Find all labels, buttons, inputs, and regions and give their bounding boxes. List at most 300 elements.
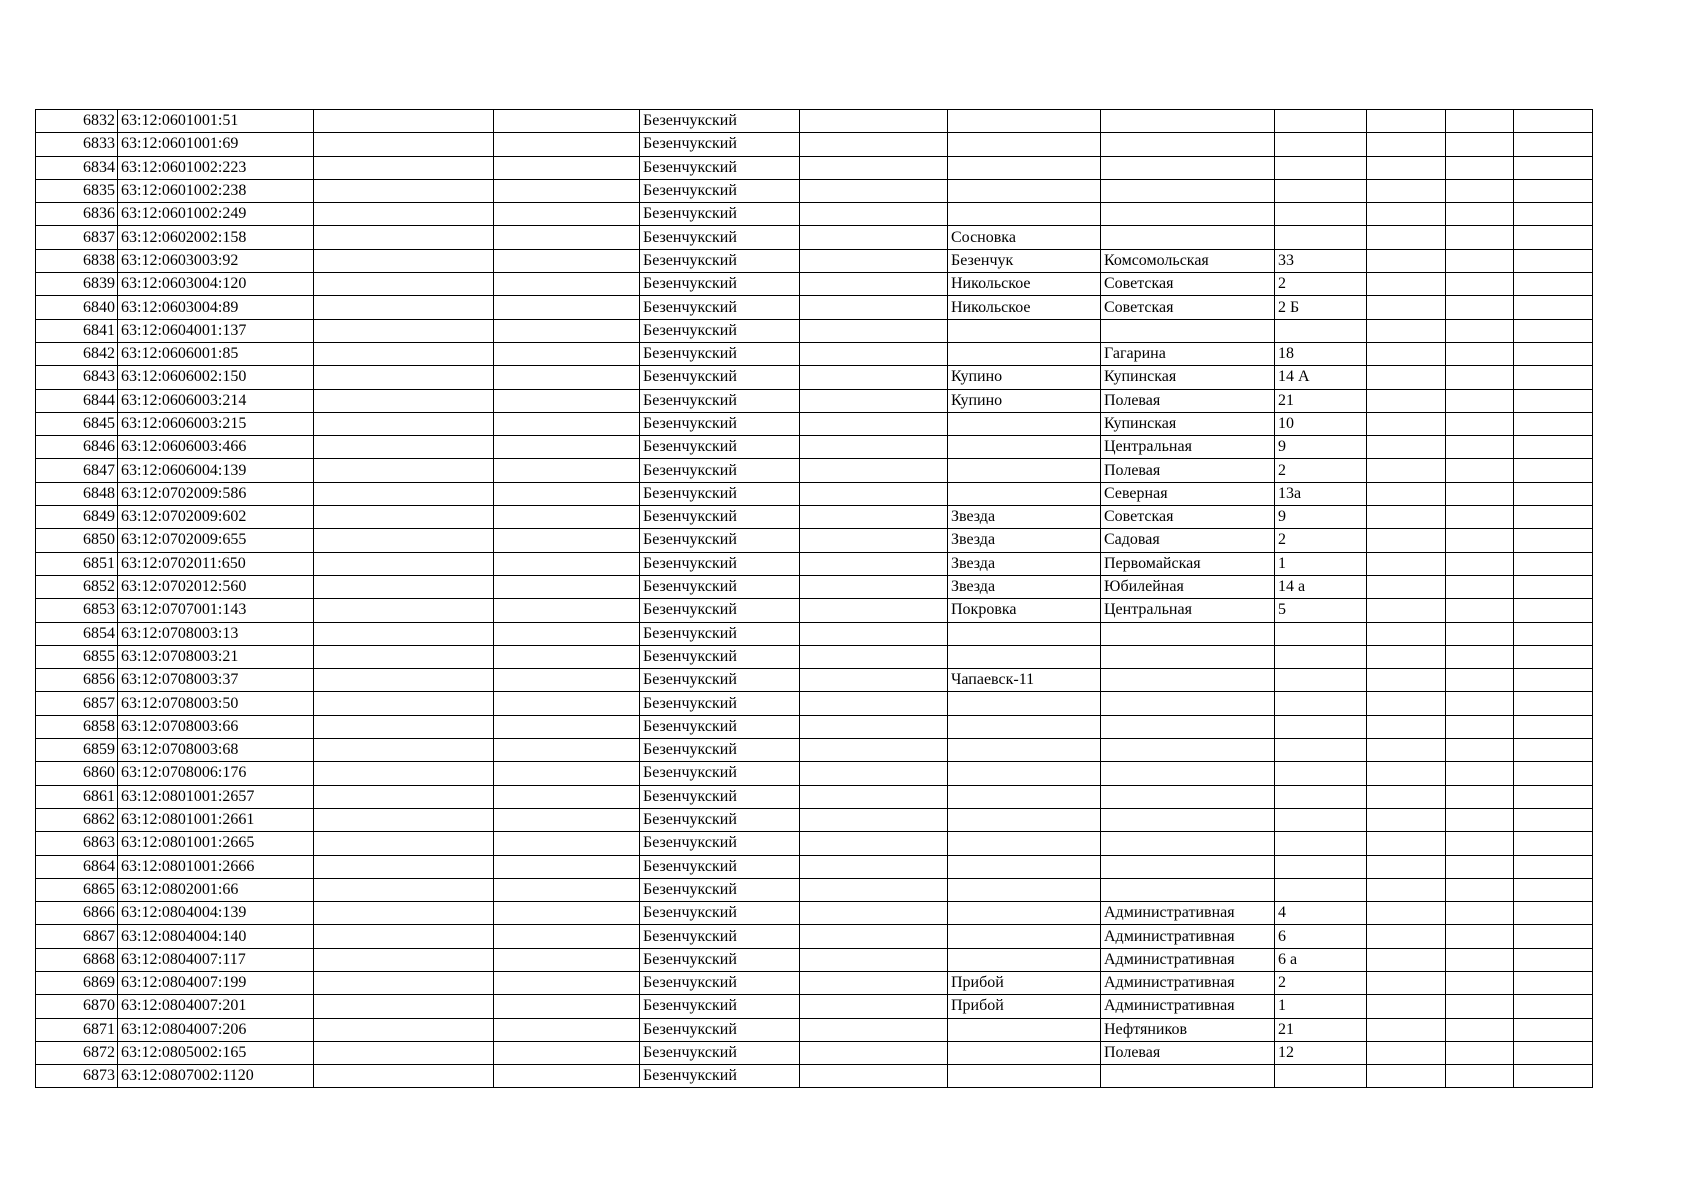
district-cell: Безенчукский bbox=[640, 832, 800, 855]
blank-cell bbox=[494, 692, 640, 715]
cadastral-number: 63:12:0606002:150 bbox=[118, 366, 314, 389]
table-row bbox=[36, 482, 1593, 505]
blank-cell bbox=[494, 156, 640, 179]
locality-cell: Сосновка bbox=[948, 226, 1101, 249]
blank-cell bbox=[314, 808, 494, 831]
house-number-cell: 9 bbox=[1275, 506, 1367, 529]
locality-cell bbox=[948, 808, 1101, 831]
blank-cell bbox=[1367, 1041, 1446, 1064]
cadastral-number: 63:12:0708003:13 bbox=[118, 622, 314, 645]
blank-cell bbox=[1514, 529, 1593, 552]
blank-cell bbox=[1446, 925, 1514, 948]
cadastral-number: 63:12:0801001:2666 bbox=[118, 855, 314, 878]
blank-cell bbox=[800, 203, 948, 226]
house-number-cell bbox=[1275, 622, 1367, 645]
blank-cell bbox=[1367, 645, 1446, 668]
house-number-cell: 13а bbox=[1275, 482, 1367, 505]
house-number-cell: 2 bbox=[1275, 971, 1367, 994]
locality-cell: Звезда bbox=[948, 552, 1101, 575]
locality-cell bbox=[948, 739, 1101, 762]
blank-cell bbox=[1367, 1018, 1446, 1041]
blank-cell bbox=[800, 179, 948, 202]
blank-cell bbox=[1367, 482, 1446, 505]
locality-cell bbox=[948, 1018, 1101, 1041]
locality-cell bbox=[948, 855, 1101, 878]
blank-cell bbox=[1514, 226, 1593, 249]
blank-cell bbox=[314, 715, 494, 738]
blank-cell bbox=[1446, 1065, 1514, 1088]
blank-cell bbox=[1367, 412, 1446, 435]
blank-cell bbox=[494, 575, 640, 598]
blank-cell bbox=[800, 249, 948, 272]
blank-cell bbox=[1514, 506, 1593, 529]
blank-cell bbox=[1367, 249, 1446, 272]
house-number-cell: 6 bbox=[1275, 925, 1367, 948]
blank-cell bbox=[1514, 552, 1593, 575]
district-cell: Безенчукский bbox=[640, 645, 800, 668]
blank-cell bbox=[1367, 995, 1446, 1018]
district-cell: Безенчукский bbox=[640, 622, 800, 645]
cadastral-number: 63:12:0603003:92 bbox=[118, 249, 314, 272]
cadastral-number: 63:12:0804004:139 bbox=[118, 902, 314, 925]
blank-cell bbox=[1367, 948, 1446, 971]
blank-cell bbox=[800, 622, 948, 645]
row-number: 6856 bbox=[36, 669, 118, 692]
blank-cell bbox=[1367, 156, 1446, 179]
blank-cell bbox=[314, 902, 494, 925]
house-number-cell: 4 bbox=[1275, 902, 1367, 925]
blank-cell bbox=[494, 273, 640, 296]
blank-cell bbox=[1367, 971, 1446, 994]
row-number: 6842 bbox=[36, 342, 118, 365]
street-cell: Северная bbox=[1101, 482, 1275, 505]
locality-cell: Безенчук bbox=[948, 249, 1101, 272]
blank-cell bbox=[1446, 273, 1514, 296]
blank-cell bbox=[494, 785, 640, 808]
blank-cell bbox=[1367, 529, 1446, 552]
district-cell: Безенчукский bbox=[640, 506, 800, 529]
row-number: 6858 bbox=[36, 715, 118, 738]
cadastral-number: 63:12:0603004:89 bbox=[118, 296, 314, 319]
street-cell: Центральная bbox=[1101, 599, 1275, 622]
street-cell bbox=[1101, 110, 1275, 133]
locality-cell bbox=[948, 645, 1101, 668]
table-row bbox=[36, 902, 1593, 925]
locality-cell: Прибой bbox=[948, 971, 1101, 994]
blank-cell bbox=[494, 342, 640, 365]
locality-cell bbox=[948, 133, 1101, 156]
blank-cell bbox=[494, 645, 640, 668]
blank-cell bbox=[314, 599, 494, 622]
table-row bbox=[36, 249, 1593, 272]
blank-cell bbox=[1446, 832, 1514, 855]
blank-cell bbox=[800, 133, 948, 156]
blank-cell bbox=[800, 808, 948, 831]
blank-cell bbox=[494, 878, 640, 901]
blank-cell bbox=[494, 1041, 640, 1064]
blank-cell bbox=[800, 715, 948, 738]
district-cell: Безенчукский bbox=[640, 110, 800, 133]
cadastral-number: 63:12:0801001:2661 bbox=[118, 808, 314, 831]
district-cell: Безенчукский bbox=[640, 715, 800, 738]
blank-cell bbox=[314, 389, 494, 412]
blank-cell bbox=[1367, 692, 1446, 715]
locality-cell bbox=[948, 1041, 1101, 1064]
table-row bbox=[36, 971, 1593, 994]
cadastral-number: 63:12:0707001:143 bbox=[118, 599, 314, 622]
street-cell: Гагарина bbox=[1101, 342, 1275, 365]
blank-cell bbox=[314, 739, 494, 762]
district-cell: Безенчукский bbox=[640, 482, 800, 505]
blank-cell bbox=[494, 1065, 640, 1088]
blank-cell bbox=[1446, 808, 1514, 831]
blank-cell bbox=[1367, 273, 1446, 296]
row-number: 6836 bbox=[36, 203, 118, 226]
house-number-cell: 6 а bbox=[1275, 948, 1367, 971]
cadastral-number: 63:12:0606003:466 bbox=[118, 436, 314, 459]
blank-cell bbox=[1446, 366, 1514, 389]
locality-cell bbox=[948, 482, 1101, 505]
cadastral-number: 63:12:0606003:214 bbox=[118, 389, 314, 412]
row-number: 6853 bbox=[36, 599, 118, 622]
blank-cell bbox=[1514, 715, 1593, 738]
table-row bbox=[36, 715, 1593, 738]
blank-cell bbox=[1446, 785, 1514, 808]
house-number-cell: 18 bbox=[1275, 342, 1367, 365]
house-number-cell bbox=[1275, 692, 1367, 715]
street-cell: Нефтяников bbox=[1101, 1018, 1275, 1041]
blank-cell bbox=[314, 948, 494, 971]
district-cell: Безенчукский bbox=[640, 226, 800, 249]
blank-cell bbox=[314, 203, 494, 226]
locality-cell bbox=[948, 762, 1101, 785]
blank-cell bbox=[800, 110, 948, 133]
blank-cell bbox=[1514, 878, 1593, 901]
blank-cell bbox=[800, 436, 948, 459]
table-row bbox=[36, 832, 1593, 855]
blank-cell bbox=[314, 342, 494, 365]
blank-cell bbox=[1367, 459, 1446, 482]
blank-cell bbox=[1514, 622, 1593, 645]
table-row bbox=[36, 762, 1593, 785]
blank-cell bbox=[314, 1041, 494, 1064]
blank-cell bbox=[314, 412, 494, 435]
house-number-cell: 33 bbox=[1275, 249, 1367, 272]
blank-cell bbox=[1514, 296, 1593, 319]
blank-cell bbox=[800, 366, 948, 389]
cadastral-number: 63:12:0804004:140 bbox=[118, 925, 314, 948]
locality-cell bbox=[948, 692, 1101, 715]
blank-cell bbox=[800, 552, 948, 575]
blank-cell bbox=[494, 902, 640, 925]
district-cell: Безенчукский bbox=[640, 599, 800, 622]
blank-cell bbox=[1367, 1065, 1446, 1088]
locality-cell bbox=[948, 948, 1101, 971]
blank-cell bbox=[314, 529, 494, 552]
district-cell: Безенчукский bbox=[640, 366, 800, 389]
district-cell: Безенчукский bbox=[640, 273, 800, 296]
cadastral-number: 63:12:0606001:85 bbox=[118, 342, 314, 365]
table-row bbox=[36, 1041, 1593, 1064]
blank-cell bbox=[1446, 482, 1514, 505]
blank-cell bbox=[800, 459, 948, 482]
blank-cell bbox=[800, 412, 948, 435]
cadastral-number: 63:12:0702011:650 bbox=[118, 552, 314, 575]
table-row bbox=[36, 622, 1593, 645]
blank-cell bbox=[1446, 762, 1514, 785]
district-cell: Безенчукский bbox=[640, 203, 800, 226]
blank-cell bbox=[1446, 179, 1514, 202]
street-cell: Садовая bbox=[1101, 529, 1275, 552]
row-number: 6866 bbox=[36, 902, 118, 925]
blank-cell bbox=[314, 622, 494, 645]
cadastral-number: 63:12:0708003:37 bbox=[118, 669, 314, 692]
locality-cell bbox=[948, 1065, 1101, 1088]
cadastral-number: 63:12:0601001:51 bbox=[118, 110, 314, 133]
blank-cell bbox=[314, 785, 494, 808]
house-number-cell bbox=[1275, 715, 1367, 738]
blank-cell bbox=[314, 645, 494, 668]
locality-cell bbox=[948, 319, 1101, 342]
locality-cell: Купино bbox=[948, 389, 1101, 412]
blank-cell bbox=[314, 110, 494, 133]
table-row bbox=[36, 995, 1593, 1018]
house-number-cell bbox=[1275, 785, 1367, 808]
row-number: 6839 bbox=[36, 273, 118, 296]
blank-cell bbox=[494, 669, 640, 692]
blank-cell bbox=[494, 436, 640, 459]
blank-cell bbox=[1446, 599, 1514, 622]
table-row bbox=[36, 156, 1593, 179]
locality-cell bbox=[948, 203, 1101, 226]
blank-cell bbox=[1514, 203, 1593, 226]
blank-cell bbox=[314, 762, 494, 785]
district-cell: Безенчукский bbox=[640, 436, 800, 459]
table-row bbox=[36, 133, 1593, 156]
blank-cell bbox=[1446, 436, 1514, 459]
blank-cell bbox=[1514, 762, 1593, 785]
district-cell: Безенчукский bbox=[640, 878, 800, 901]
blank-cell bbox=[494, 203, 640, 226]
row-number: 6835 bbox=[36, 179, 118, 202]
blank-cell bbox=[1514, 692, 1593, 715]
table-row bbox=[36, 1065, 1593, 1088]
house-number-cell: 12 bbox=[1275, 1041, 1367, 1064]
row-number: 6841 bbox=[36, 319, 118, 342]
locality-cell: Звезда bbox=[948, 529, 1101, 552]
row-number: 6847 bbox=[36, 459, 118, 482]
blank-cell bbox=[1514, 1041, 1593, 1064]
blank-cell bbox=[800, 762, 948, 785]
row-number: 6872 bbox=[36, 1041, 118, 1064]
blank-cell bbox=[1446, 995, 1514, 1018]
cadastral-number: 63:12:0702009:655 bbox=[118, 529, 314, 552]
table-row bbox=[36, 785, 1593, 808]
blank-cell bbox=[1367, 832, 1446, 855]
blank-cell bbox=[494, 832, 640, 855]
locality-cell bbox=[948, 436, 1101, 459]
blank-cell bbox=[314, 133, 494, 156]
table-row bbox=[36, 226, 1593, 249]
blank-cell bbox=[800, 342, 948, 365]
cadastral-number: 63:12:0804007:199 bbox=[118, 971, 314, 994]
street-cell bbox=[1101, 203, 1275, 226]
district-cell: Безенчукский bbox=[640, 296, 800, 319]
blank-cell bbox=[800, 692, 948, 715]
blank-cell bbox=[800, 529, 948, 552]
blank-cell bbox=[494, 925, 640, 948]
row-number: 6855 bbox=[36, 645, 118, 668]
street-cell: Административная bbox=[1101, 995, 1275, 1018]
row-number: 6832 bbox=[36, 110, 118, 133]
blank-cell bbox=[494, 552, 640, 575]
house-number-cell: 14 а bbox=[1275, 575, 1367, 598]
blank-cell bbox=[1367, 925, 1446, 948]
blank-cell bbox=[800, 575, 948, 598]
blank-cell bbox=[1514, 832, 1593, 855]
street-cell: Первомайская bbox=[1101, 552, 1275, 575]
blank-cell bbox=[314, 692, 494, 715]
blank-cell bbox=[314, 971, 494, 994]
locality-cell bbox=[948, 110, 1101, 133]
blank-cell bbox=[1367, 599, 1446, 622]
house-number-cell: 5 bbox=[1275, 599, 1367, 622]
table-row bbox=[36, 669, 1593, 692]
house-number-cell bbox=[1275, 878, 1367, 901]
street-cell bbox=[1101, 855, 1275, 878]
blank-cell bbox=[1367, 226, 1446, 249]
table-row bbox=[36, 366, 1593, 389]
table-row bbox=[36, 808, 1593, 831]
district-cell: Безенчукский bbox=[640, 389, 800, 412]
blank-cell bbox=[314, 506, 494, 529]
cadastral-number: 63:12:0604001:137 bbox=[118, 319, 314, 342]
cadastral-number: 63:12:0804007:206 bbox=[118, 1018, 314, 1041]
blank-cell bbox=[494, 319, 640, 342]
table-row bbox=[36, 855, 1593, 878]
blank-cell bbox=[1514, 482, 1593, 505]
house-number-cell: 14 А bbox=[1275, 366, 1367, 389]
house-number-cell: 1 bbox=[1275, 552, 1367, 575]
street-cell bbox=[1101, 739, 1275, 762]
street-cell bbox=[1101, 156, 1275, 179]
blank-cell bbox=[314, 925, 494, 948]
cadastral-number: 63:12:0601002:238 bbox=[118, 179, 314, 202]
locality-cell bbox=[948, 156, 1101, 179]
blank-cell bbox=[314, 832, 494, 855]
blank-cell bbox=[1367, 762, 1446, 785]
cadastral-number: 63:12:0708003:66 bbox=[118, 715, 314, 738]
blank-cell bbox=[494, 739, 640, 762]
blank-cell bbox=[314, 156, 494, 179]
blank-cell bbox=[494, 179, 640, 202]
blank-cell bbox=[800, 226, 948, 249]
row-number: 6868 bbox=[36, 948, 118, 971]
blank-cell bbox=[800, 785, 948, 808]
district-cell: Безенчукский bbox=[640, 785, 800, 808]
street-cell bbox=[1101, 226, 1275, 249]
blank-cell bbox=[1514, 156, 1593, 179]
blank-cell bbox=[494, 412, 640, 435]
cadastral-number: 63:12:0602002:158 bbox=[118, 226, 314, 249]
blank-cell bbox=[1446, 412, 1514, 435]
street-cell bbox=[1101, 1065, 1275, 1088]
street-cell bbox=[1101, 179, 1275, 202]
house-number-cell bbox=[1275, 133, 1367, 156]
blank-cell bbox=[494, 855, 640, 878]
house-number-cell bbox=[1275, 832, 1367, 855]
district-cell: Безенчукский bbox=[640, 179, 800, 202]
house-number-cell bbox=[1275, 762, 1367, 785]
blank-cell bbox=[494, 762, 640, 785]
table-row bbox=[36, 878, 1593, 901]
row-number: 6867 bbox=[36, 925, 118, 948]
blank-cell bbox=[1514, 412, 1593, 435]
table-row bbox=[36, 436, 1593, 459]
district-cell: Безенчукский bbox=[640, 669, 800, 692]
blank-cell bbox=[1446, 226, 1514, 249]
cadastral-number: 63:12:0601002:223 bbox=[118, 156, 314, 179]
blank-cell bbox=[1367, 179, 1446, 202]
blank-cell bbox=[1514, 1018, 1593, 1041]
cadastral-number: 63:12:0708006:176 bbox=[118, 762, 314, 785]
table-row bbox=[36, 645, 1593, 668]
house-number-cell: 10 bbox=[1275, 412, 1367, 435]
blank-cell bbox=[1514, 785, 1593, 808]
blank-cell bbox=[494, 482, 640, 505]
blank-cell bbox=[1446, 319, 1514, 342]
locality-cell bbox=[948, 715, 1101, 738]
blank-cell bbox=[314, 226, 494, 249]
district-cell: Безенчукский bbox=[640, 948, 800, 971]
blank-cell bbox=[314, 1065, 494, 1088]
street-cell bbox=[1101, 878, 1275, 901]
blank-cell bbox=[1514, 342, 1593, 365]
row-number: 6862 bbox=[36, 808, 118, 831]
street-cell: Административная bbox=[1101, 925, 1275, 948]
street-cell: Административная bbox=[1101, 971, 1275, 994]
house-number-cell: 2 Б bbox=[1275, 296, 1367, 319]
blank-cell bbox=[1367, 319, 1446, 342]
blank-cell bbox=[494, 110, 640, 133]
blank-cell bbox=[314, 249, 494, 272]
cadastral-number: 63:12:0804007:117 bbox=[118, 948, 314, 971]
blank-cell bbox=[494, 366, 640, 389]
house-number-cell: 21 bbox=[1275, 1018, 1367, 1041]
row-number: 6871 bbox=[36, 1018, 118, 1041]
blank-cell bbox=[800, 506, 948, 529]
house-number-cell: 2 bbox=[1275, 459, 1367, 482]
blank-cell bbox=[1367, 436, 1446, 459]
district-cell: Безенчукский bbox=[640, 575, 800, 598]
blank-cell bbox=[800, 855, 948, 878]
blank-cell bbox=[1367, 902, 1446, 925]
house-number-cell bbox=[1275, 808, 1367, 831]
street-cell: Административная bbox=[1101, 948, 1275, 971]
blank-cell bbox=[314, 273, 494, 296]
blank-cell bbox=[494, 296, 640, 319]
blank-cell bbox=[1514, 808, 1593, 831]
house-number-cell bbox=[1275, 1065, 1367, 1088]
cadastral-number: 63:12:0805002:165 bbox=[118, 1041, 314, 1064]
blank-cell bbox=[314, 995, 494, 1018]
street-cell bbox=[1101, 133, 1275, 156]
house-number-cell bbox=[1275, 179, 1367, 202]
row-number: 6848 bbox=[36, 482, 118, 505]
cadastral-number: 63:12:0804007:201 bbox=[118, 995, 314, 1018]
house-number-cell: 2 bbox=[1275, 273, 1367, 296]
street-cell bbox=[1101, 715, 1275, 738]
